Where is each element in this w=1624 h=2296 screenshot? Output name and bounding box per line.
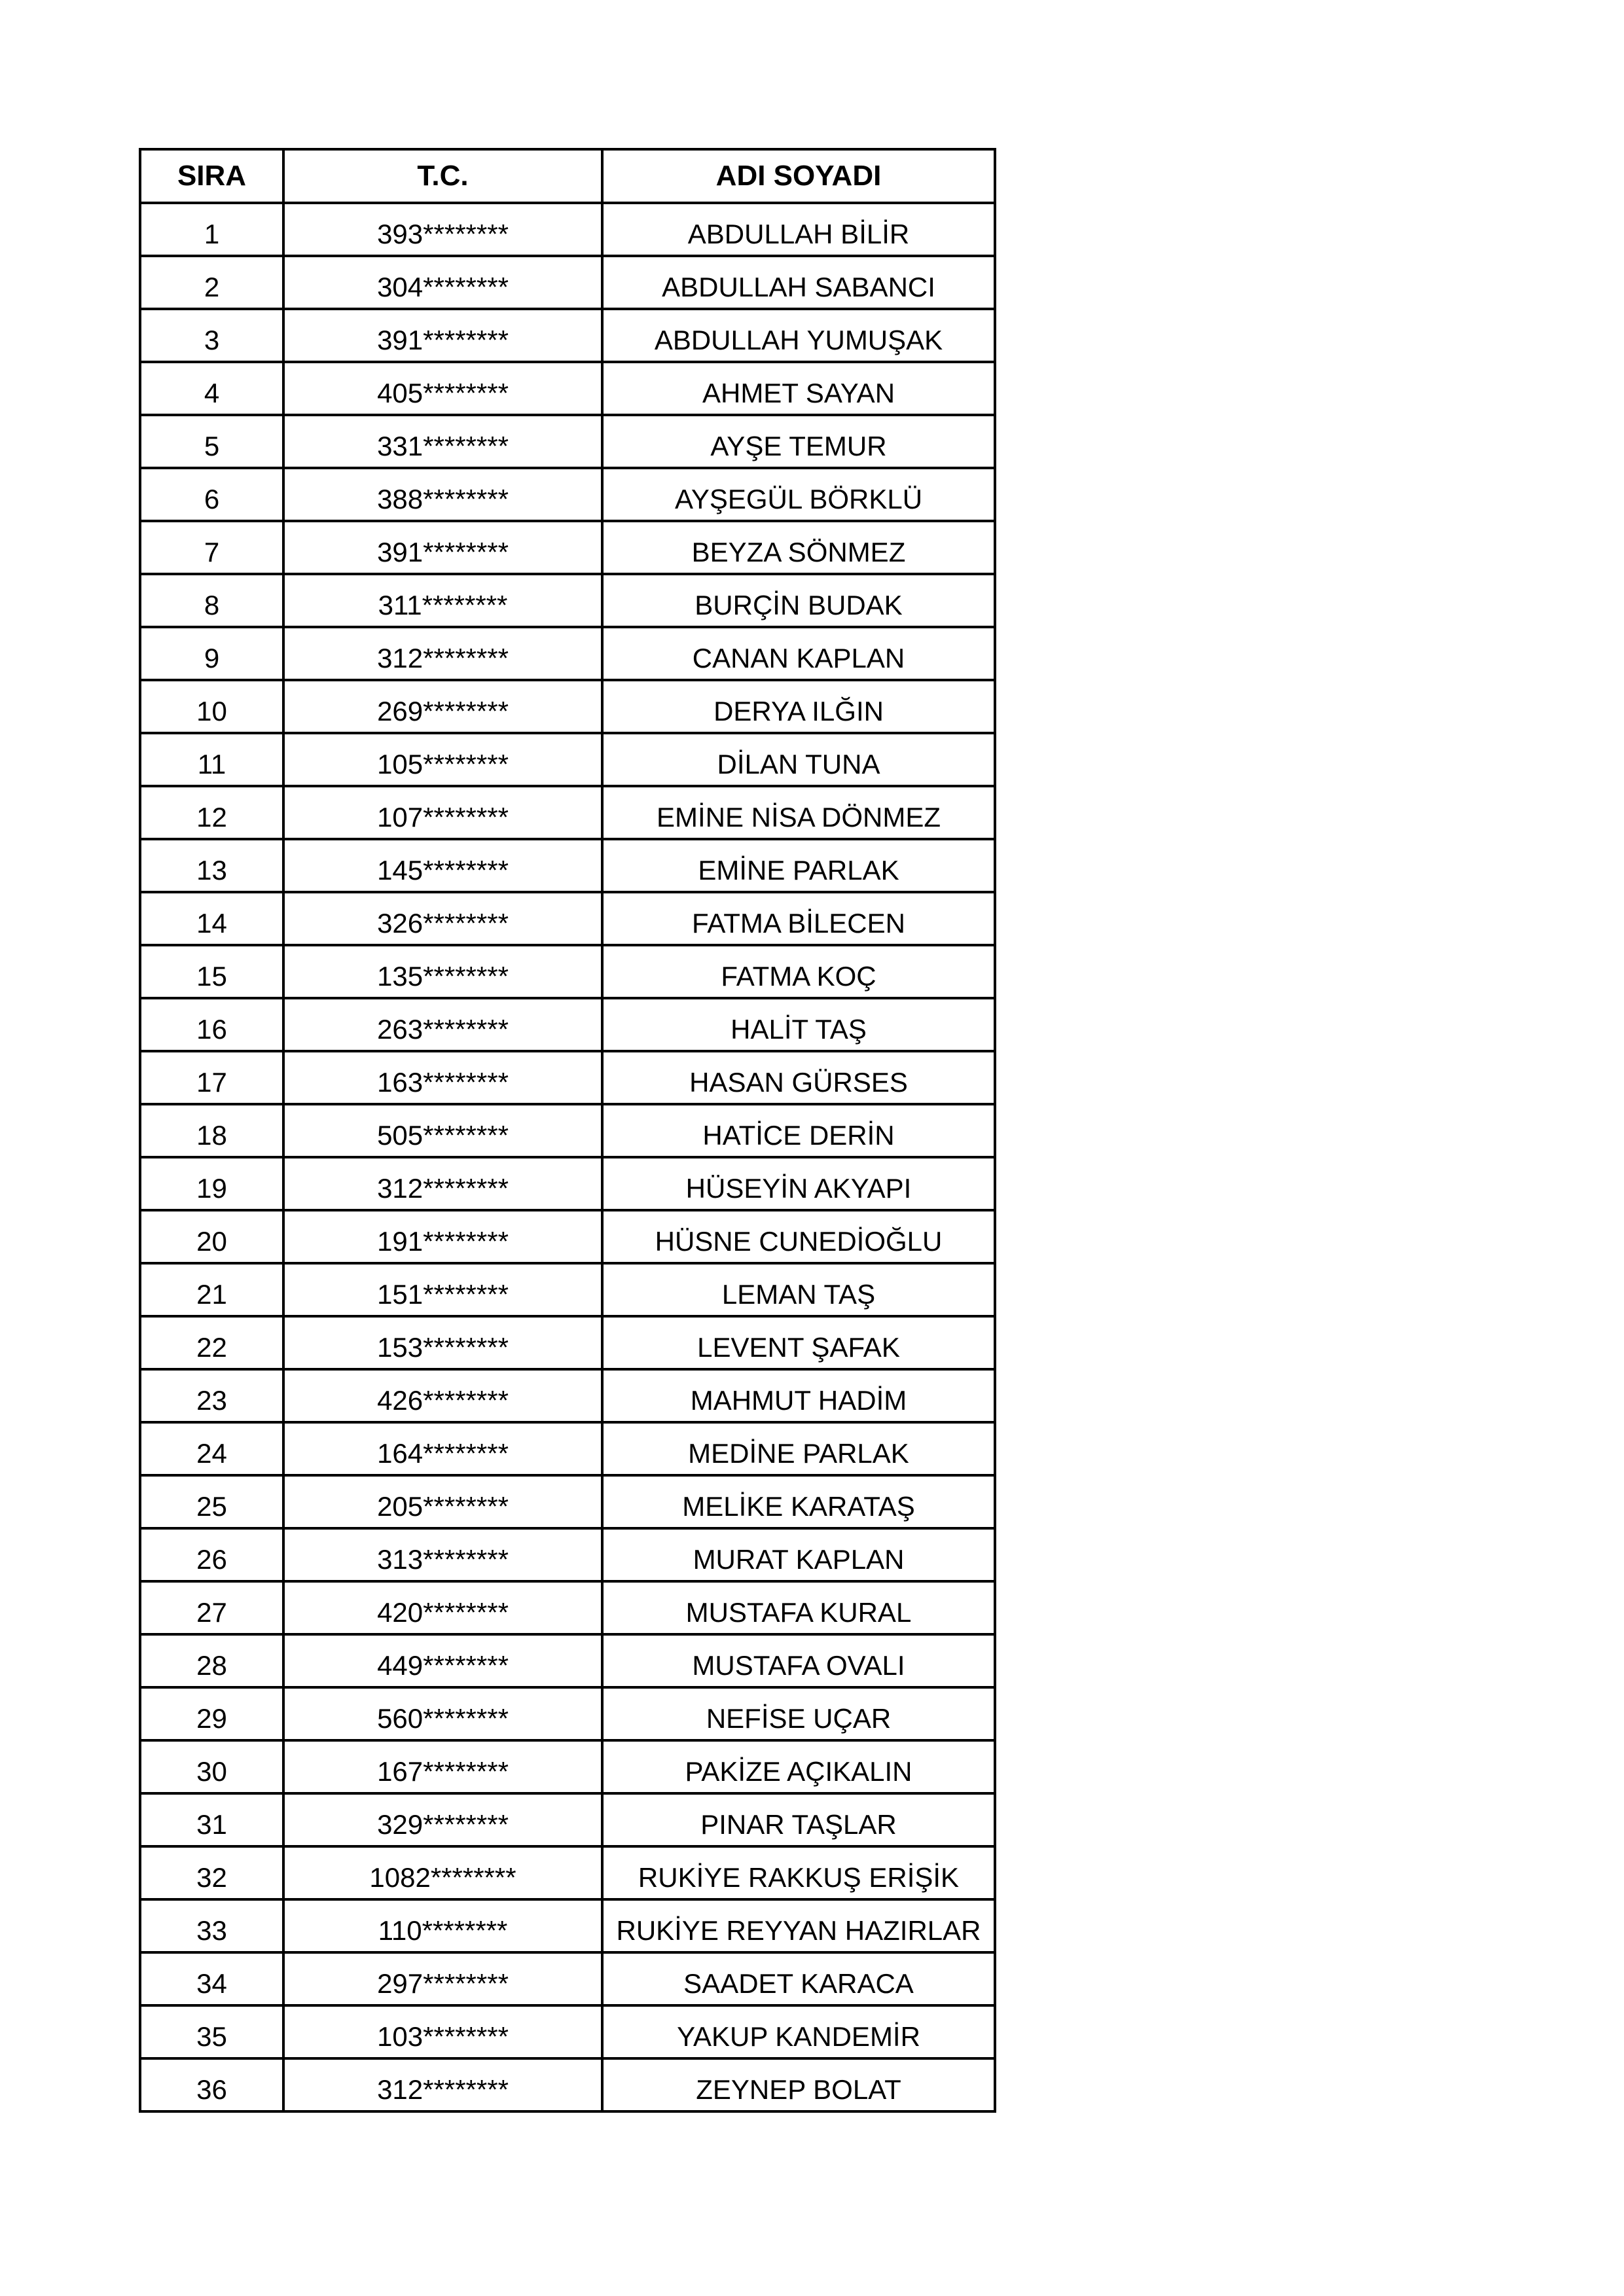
- cell-sira: 25: [140, 1475, 283, 1528]
- cell-tc: 312********: [283, 2058, 602, 2111]
- table-row: [140, 256, 995, 309]
- cell-sira: 17: [140, 1051, 283, 1104]
- table-row: [140, 468, 995, 521]
- cell-adi-soyadi: AHMET SAYAN: [602, 362, 995, 415]
- table-row: [140, 1475, 995, 1528]
- cell-tc: 391********: [283, 521, 602, 574]
- header-sira: SIRA: [140, 149, 283, 203]
- cell-sira: 35: [140, 2005, 283, 2058]
- cell-tc: 388********: [283, 468, 602, 521]
- cell-sira: 26: [140, 1528, 283, 1581]
- cell-tc: 297********: [283, 1952, 602, 2005]
- table-row: [140, 521, 995, 574]
- cell-adi-soyadi: FATMA KOÇ: [602, 945, 995, 998]
- cell-tc: 145********: [283, 839, 602, 892]
- table-row: [140, 1316, 995, 1369]
- cell-tc: 312********: [283, 1157, 602, 1210]
- cell-tc: 391********: [283, 309, 602, 362]
- table-row: [140, 1263, 995, 1316]
- cell-tc: 263********: [283, 998, 602, 1051]
- cell-adi-soyadi: AYŞE TEMUR: [602, 415, 995, 468]
- cell-tc: 449********: [283, 1634, 602, 1687]
- cell-sira: 9: [140, 627, 283, 680]
- table-row: [140, 1793, 995, 1846]
- cell-sira: 28: [140, 1634, 283, 1687]
- cell-sira: 18: [140, 1104, 283, 1157]
- table-row: [140, 1899, 995, 1952]
- cell-adi-soyadi: EMİNE PARLAK: [602, 839, 995, 892]
- cell-adi-soyadi: DERYA ILĞIN: [602, 680, 995, 733]
- table-row: [140, 1157, 995, 1210]
- cell-adi-soyadi: FATMA BİLECEN: [602, 892, 995, 945]
- cell-adi-soyadi: MEDİNE PARLAK: [602, 1422, 995, 1475]
- cell-adi-soyadi: YAKUP KANDEMİR: [602, 2005, 995, 2058]
- cell-tc: 107********: [283, 786, 602, 839]
- cell-tc: 304********: [283, 256, 602, 309]
- table-body: [140, 203, 995, 2111]
- cell-adi-soyadi: BEYZA SÖNMEZ: [602, 521, 995, 574]
- cell-adi-soyadi: SAADET KARACA: [602, 1952, 995, 2005]
- table-row: [140, 1687, 995, 1740]
- cell-sira: 21: [140, 1263, 283, 1316]
- cell-sira: 12: [140, 786, 283, 839]
- cell-sira: 32: [140, 1846, 283, 1899]
- cell-sira: 13: [140, 839, 283, 892]
- table-row: [140, 309, 995, 362]
- cell-sira: 20: [140, 1210, 283, 1263]
- table-row: [140, 1581, 995, 1634]
- cell-sira: 16: [140, 998, 283, 1051]
- cell-sira: 14: [140, 892, 283, 945]
- table-row: [140, 415, 995, 468]
- cell-adi-soyadi: RUKİYE RAKKUŞ ERİŞİK: [602, 1846, 995, 1899]
- table-row: [140, 1369, 995, 1422]
- cell-adi-soyadi: MUSTAFA KURAL: [602, 1581, 995, 1634]
- table-row: [140, 1210, 995, 1263]
- cell-tc: 110********: [283, 1899, 602, 1952]
- cell-sira: 6: [140, 468, 283, 521]
- cell-tc: 205********: [283, 1475, 602, 1528]
- cell-adi-soyadi: ABDULLAH SABANCI: [602, 256, 995, 309]
- table-row: [140, 1422, 995, 1475]
- cell-tc: 312********: [283, 627, 602, 680]
- table-header-row: [140, 149, 995, 203]
- cell-tc: 1082********: [283, 1846, 602, 1899]
- cell-sira: 36: [140, 2058, 283, 2111]
- cell-tc: 105********: [283, 733, 602, 786]
- cell-adi-soyadi: HÜSEYİN AKYAPI: [602, 1157, 995, 1210]
- cell-adi-soyadi: HÜSNE CUNEDİOĞLU: [602, 1210, 995, 1263]
- header-adi-soyadi: ADI SOYADI: [602, 149, 995, 203]
- header-tc: T.C.: [283, 149, 602, 203]
- table-row: [140, 1846, 995, 1899]
- cell-adi-soyadi: NEFİSE UÇAR: [602, 1687, 995, 1740]
- cell-adi-soyadi: LEVENT ŞAFAK: [602, 1316, 995, 1369]
- cell-sira: 5: [140, 415, 283, 468]
- cell-adi-soyadi: ZEYNEP BOLAT: [602, 2058, 995, 2111]
- cell-sira: 31: [140, 1793, 283, 1846]
- cell-sira: 34: [140, 1952, 283, 2005]
- cell-adi-soyadi: DİLAN TUNA: [602, 733, 995, 786]
- cell-tc: 164********: [283, 1422, 602, 1475]
- table-row: [140, 1051, 995, 1104]
- table-row: [140, 2005, 995, 2058]
- document-page: [139, 148, 996, 2113]
- cell-sira: 15: [140, 945, 283, 998]
- cell-adi-soyadi: HALİT TAŞ: [602, 998, 995, 1051]
- cell-adi-soyadi: MELİKE KARATAŞ: [602, 1475, 995, 1528]
- cell-tc: 151********: [283, 1263, 602, 1316]
- cell-tc: 505********: [283, 1104, 602, 1157]
- cell-adi-soyadi: BURÇİN BUDAK: [602, 574, 995, 627]
- table-row: [140, 1528, 995, 1581]
- cell-tc: 405********: [283, 362, 602, 415]
- cell-adi-soyadi: ABDULLAH BİLİR: [602, 203, 995, 256]
- cell-tc: 163********: [283, 1051, 602, 1104]
- cell-sira: 10: [140, 680, 283, 733]
- cell-sira: 30: [140, 1740, 283, 1793]
- cell-tc: 329********: [283, 1793, 602, 1846]
- table-row: [140, 2058, 995, 2111]
- cell-tc: 313********: [283, 1528, 602, 1581]
- cell-adi-soyadi: HASAN GÜRSES: [602, 1051, 995, 1104]
- table-row: [140, 574, 995, 627]
- cell-sira: 3: [140, 309, 283, 362]
- cell-sira: 27: [140, 1581, 283, 1634]
- cell-tc: 560********: [283, 1687, 602, 1740]
- table-row: [140, 998, 995, 1051]
- cell-sira: 24: [140, 1422, 283, 1475]
- cell-adi-soyadi: EMİNE NİSA DÖNMEZ: [602, 786, 995, 839]
- table-row: [140, 945, 995, 998]
- cell-adi-soyadi: PAKİZE AÇIKALIN: [602, 1740, 995, 1793]
- table-row: [140, 839, 995, 892]
- cell-sira: 8: [140, 574, 283, 627]
- cell-adi-soyadi: RUKİYE REYYAN HAZIRLAR: [602, 1899, 995, 1952]
- cell-adi-soyadi: ABDULLAH YUMUŞAK: [602, 309, 995, 362]
- cell-adi-soyadi: CANAN KAPLAN: [602, 627, 995, 680]
- cell-adi-soyadi: MURAT KAPLAN: [602, 1528, 995, 1581]
- cell-adi-soyadi: PINAR TAŞLAR: [602, 1793, 995, 1846]
- cell-sira: 7: [140, 521, 283, 574]
- cell-tc: 103********: [283, 2005, 602, 2058]
- cell-tc: 167********: [283, 1740, 602, 1793]
- cell-tc: 326********: [283, 892, 602, 945]
- cell-tc: 426********: [283, 1369, 602, 1422]
- cell-tc: 311********: [283, 574, 602, 627]
- cell-tc: 269********: [283, 680, 602, 733]
- cell-tc: 153********: [283, 1316, 602, 1369]
- cell-tc: 420********: [283, 1581, 602, 1634]
- table-row: [140, 892, 995, 945]
- cell-sira: 1: [140, 203, 283, 256]
- cell-sira: 23: [140, 1369, 283, 1422]
- table-row: [140, 627, 995, 680]
- cell-sira: 4: [140, 362, 283, 415]
- cell-sira: 22: [140, 1316, 283, 1369]
- cell-adi-soyadi: MUSTAFA OVALI: [602, 1634, 995, 1687]
- cell-tc: 135********: [283, 945, 602, 998]
- table-row: [140, 680, 995, 733]
- table-row: [140, 362, 995, 415]
- cell-adi-soyadi: AYŞEGÜL BÖRKLÜ: [602, 468, 995, 521]
- name-list-table: [139, 148, 996, 2113]
- cell-sira: 2: [140, 256, 283, 309]
- cell-sira: 33: [140, 1899, 283, 1952]
- cell-sira: 19: [140, 1157, 283, 1210]
- cell-sira: 29: [140, 1687, 283, 1740]
- cell-adi-soyadi: MAHMUT HADİM: [602, 1369, 995, 1422]
- cell-adi-soyadi: HATİCE DERİN: [602, 1104, 995, 1157]
- cell-adi-soyadi: LEMAN TAŞ: [602, 1263, 995, 1316]
- table-row: [140, 733, 995, 786]
- cell-tc: 331********: [283, 415, 602, 468]
- cell-sira: 11: [140, 733, 283, 786]
- table-row: [140, 1634, 995, 1687]
- table-row: [140, 1952, 995, 2005]
- table-row: [140, 203, 995, 256]
- table-row: [140, 786, 995, 839]
- cell-tc: 393********: [283, 203, 602, 256]
- cell-tc: 191********: [283, 1210, 602, 1263]
- table-row: [140, 1740, 995, 1793]
- table-row: [140, 1104, 995, 1157]
